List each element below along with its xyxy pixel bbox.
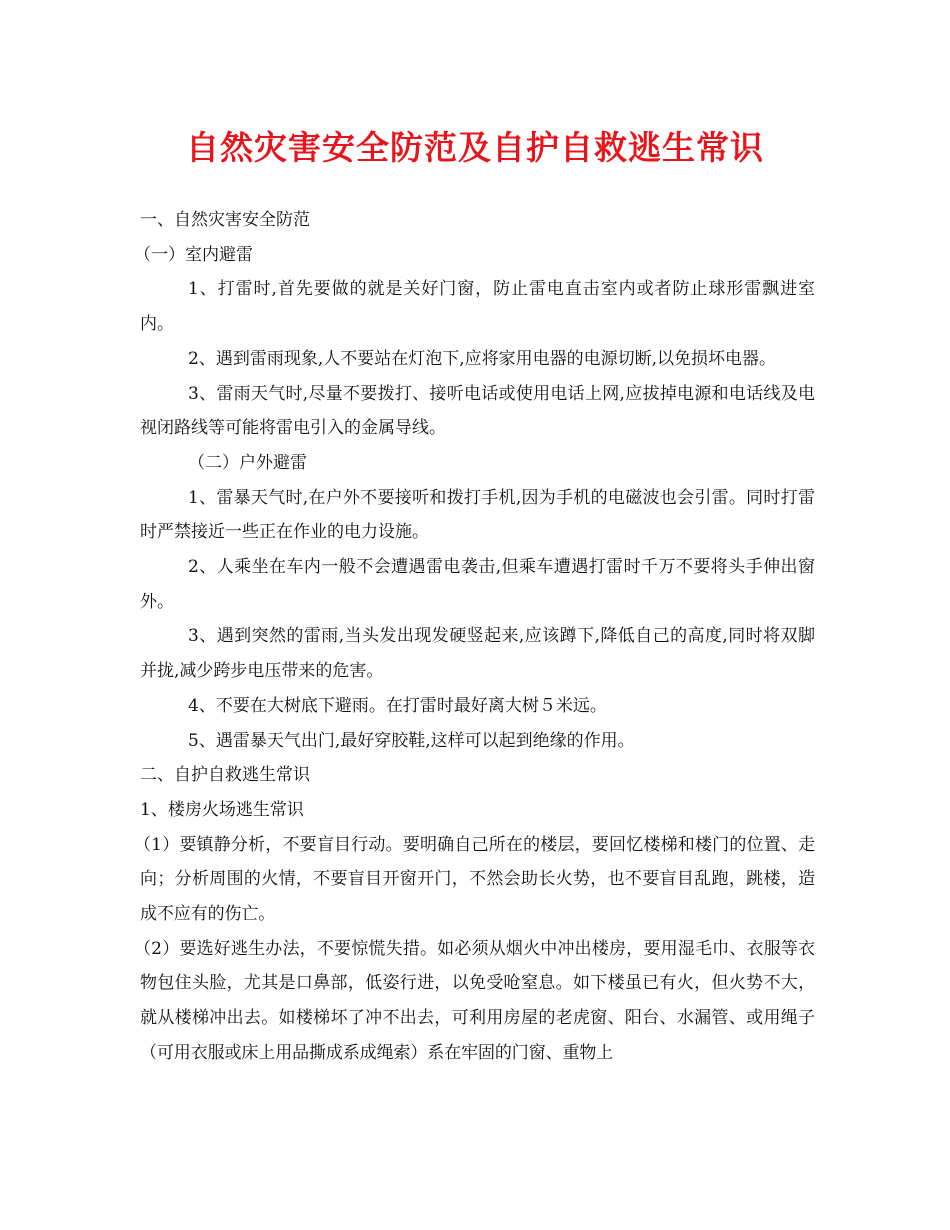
paragraph: （2）要选好逃生办法，不要惊慌失措。如必须从烟火中冲出楼房，要用湿毛巾、衣服等衣物包住头脸，尤其是口鼻部，低姿行进，以免受呛窒息。如下楼虽已有火，但火势不大，就从楼梯冲出去。如楼梯坏了冲不出去，可利用房屋的老虎窗、阳台、水漏管、或用绳子（可用衣服或床上用品撕成系成绳索）系在牢固的门窗、重物上 [134,938,815,1063]
paragraph: 5、遇雷暴天气出门,最好穿胶鞋,这样可以起到绝缘的作用。 [188,730,635,751]
paragraph: 3、雷雨天气时,尽量不要拨打、接听电话或使用电话上网,应拔掉电源和电话线及电视闭路线等可能将雷电引入的金属导线。 [140,383,815,439]
paragraph: 3、遇到突然的雷雨,当头发出现发硬竖起来,应该蹲下,降低自己的高度,同时将双脚并拢,减少跨步电压带来的危害。 [140,626,815,682]
document-body [134,203,815,1071]
paragraph: （1）要镇静分析，不要盲目行动。要明确自己所在的楼层，要回忆楼梯和楼门的位置、走向；分析周围的火情，不要盲目开窗开门，不然会助长火势，也不要盲目乱跑，跳楼，造成不应有的伤亡。 [134,834,815,925]
section-heading: 二、自护自救逃生常识 [140,765,310,786]
subsection-heading: （二）户外避雷 [188,452,307,473]
paragraph: 4、不要在大树底下避雨。在打雷时最好离大树５米远。 [188,695,607,716]
paragraph: 2、遇到雷雨现象,人不要站在灯泡下,应将家用电器的电源切断,以免损坏电器。 [188,348,777,369]
paragraph: 2、人乘坐在车内一般不会遭遇雷电袭击,但乘车遭遇打雷时千万不要将头手伸出窗外。 [140,557,815,612]
document-title: 自然灾害安全防范及自护自救逃生常识 [186,128,764,167]
subsection-heading: （一）室内避雷 [134,244,253,265]
section-heading: 一、自然灾害安全防范 [140,210,310,230]
paragraph: 1、雷暴天气时,在户外不要接听和拨打手机,因为手机的电磁波也会引雷。同时打雷时严禁接近一些正在作业的电力设施。 [140,487,815,543]
paragraph: 1、打雷时,首先要做的就是关好门窗，防止雷电直击室内或者防止球形雷飘进室内。 [140,279,815,335]
subsection-heading: 1、楼房火场逃生常识 [140,799,304,820]
